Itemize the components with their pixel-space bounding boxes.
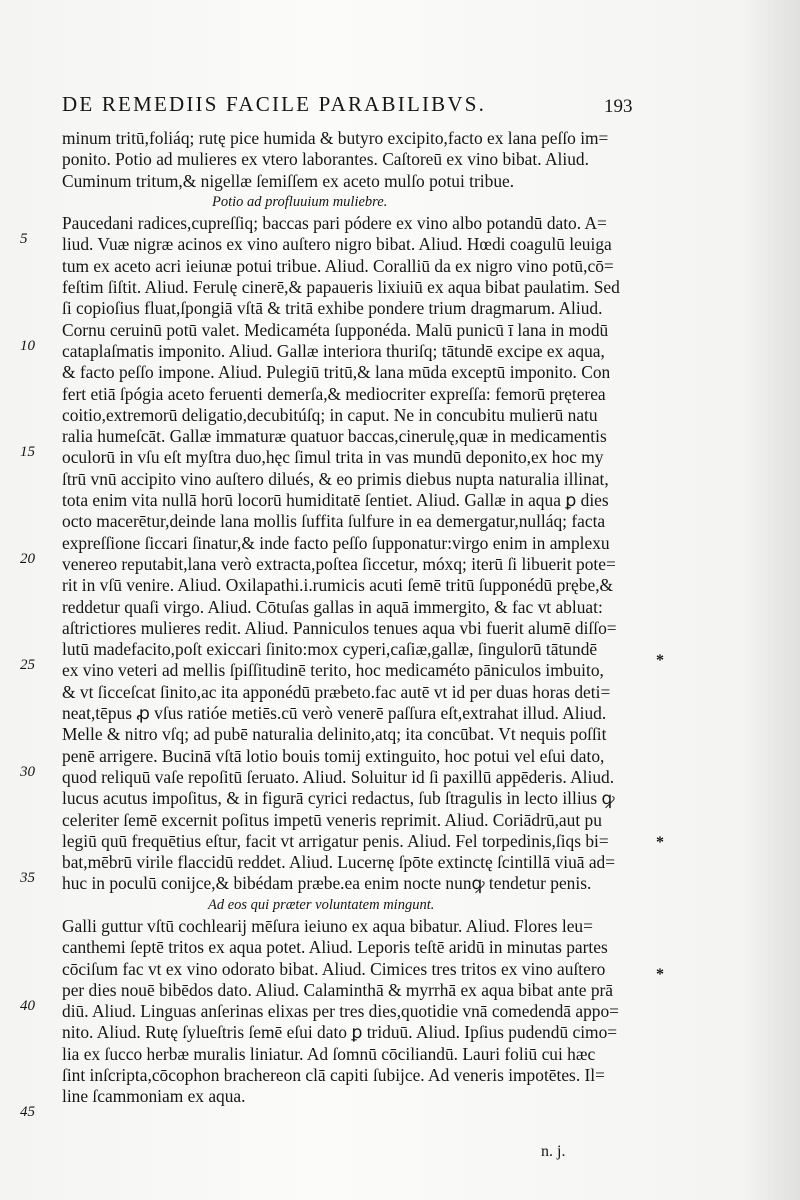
text-line: ſi copioſius fluat,ſpongiā vſtā & tritā exhibe pondere trium dragmarum. Aliud. <box>62 298 603 319</box>
text-line: neat,tēpus ꝓ vſus ratióe metiēs.cū verò venerē paſſura eſt,extrahat illud. Aliud. <box>62 703 607 724</box>
text-line: reddetur quaſi virgo. Aliud. Cōtuſas gallas in aquā immergito, & fac vt abluat: <box>62 596 603 617</box>
text-line: legiū quū frequētius eſtur, facit vt arrigatur penis. Aliud. Fel torpedinis,ſiqs bi= <box>62 830 609 851</box>
text-line: ſtrū vnū accipito vino auſtero dilués, & eo primis diebus nupta naturalia illinat, <box>62 468 609 489</box>
text-line: Galli guttur vſtū cochlearij mēſura ieiuno ex aqua bibatur. Aliud. Flores leu= <box>62 915 593 936</box>
text-line: lucus acutus impoſitus, & in figurā cyrici redactus, ſub ſtragulis in lecto illius ꝙ <box>62 788 615 809</box>
text-line: aſtrictiores mulieres redit. Aliud. Panniculos tenues aqua vbi fuerit alumē diſſo= <box>62 617 617 638</box>
text-line: minum tritū,foliáq; rutę pice humida & butyro excipito,facto ex lana peſſo im= <box>62 128 609 148</box>
text-line: nito. Aliud. Rutę ſylueſtris ſemē eſui dato ꝑ triduū. Aliud. Ipſius pudendū cimo= <box>62 1022 618 1043</box>
text-line: tum ex aceto acri ieiunæ potui tribue. Aliud. Coralliū da ex nigro vino potū,cō= <box>62 255 614 276</box>
text-line: celeriter ſemē excernit poſitus impetū veneris reprimit. Aliud. Coriādrū,aut pu <box>62 809 602 830</box>
text-line: expreſſione ſiccari ſinatur,& inde facto peſſo ſupponatur:virgo enim in amplexu <box>62 532 610 553</box>
text-line: Cornu ceruinū potū valet. Medicaméta ſupponéda. Malū punicū ī lana in modū <box>62 319 609 340</box>
line-number: 30 <box>20 764 35 780</box>
line-number: 40 <box>20 998 35 1014</box>
line-number: 45 <box>20 1104 35 1120</box>
text-line: cataplaſmatis imponito. Aliud. Gallæ interiora thuriſq; tātundē excipe ex aqua, <box>62 340 605 361</box>
text-line: per dies nouē bibēdos dato. Aliud. Calaminthā & myrrhā ex aqua bibat ante prā <box>62 979 614 1000</box>
text-line: tota enim vita nullā horū locorū humiditatē ſentiet. Aliud. Gallæ in aqua ꝑ dies <box>62 490 609 511</box>
line-number: 10 <box>20 338 35 354</box>
text-line: quod reliquū vaſe repoſitū ſeruato. Aliud. Soluitur id ſi paxillū appēderis. Aliud. <box>62 766 615 787</box>
margin-asterisk: * <box>656 834 664 851</box>
text-line: line ſcammoniam ex aqua. <box>62 1086 246 1107</box>
text-line: bat,mēbrū virile flaccidū reddet. Aliud. Lucernę ſpōte extinctę ſcintillā viuā ad= <box>62 852 616 873</box>
text-line: Paucedani radices,cupreſſiq; baccas pari pódere ex vino albo potandū dato. A= <box>62 213 607 234</box>
text-line: & vt ſicceſcat ſinito,ac ita apponédū præbeto.fac autē vt id per duas horas deti= <box>62 681 611 702</box>
text-line: ponito. Potio ad mulieres ex vtero laborantes. Caſtoreū ex vino bibat. Aliud. <box>62 149 589 170</box>
text-line: canthemi ſeptē tritos ex aqua potet. Aliud. Leporis teſtē aridū in minutas partes <box>62 937 608 958</box>
text-line: feſtim ſiſtit. Aliud. Ferulę cinerē,& papaueris lixiuiū ex aqua bibat paulatim. Sed <box>62 277 620 298</box>
page-number: 193 <box>604 96 633 117</box>
body-text <box>62 128 662 1108</box>
line-number: 35 <box>20 870 35 886</box>
line-number: 20 <box>20 551 35 567</box>
text-line: ſint inſcripta,cōcophon brachereon clā capiti ſubijce. Ad veneris impotētes. Il= <box>62 1065 605 1086</box>
text-line: ex vino veteri ad mellis ſpiſſitudinē terito, hoc medicaméto pāniculos imbuito, <box>62 660 604 681</box>
text-line: & facto peſſo impone. Aliud. Pulegiū tritū,& lana mūda exceptū imponito. Con <box>62 362 611 383</box>
section-heading: Ad eos qui præter voluntatem mingunt. <box>208 896 435 913</box>
line-number: 5 <box>20 231 28 247</box>
signature-mark: n. j. <box>541 1143 566 1160</box>
text-line: liud. Vuæ nigræ acinos ex vino auſtero nigro bibat. Aliud. Hœdi coagulū leuiga <box>62 234 612 255</box>
text-line: octo macerētur,deinde lana mollis ſuffita ſulfure in ea demergatur,nulláq; facta <box>62 511 606 532</box>
text-line: cōciſum fac vt ex vino odorato bibat. Aliud. Cimices tres tritos ex vino auſtero <box>62 958 606 979</box>
text-line: lia ex ſucco herbæ muralis liniatur. Ad ſomnū cōciliandū. Lauri foliū cui hæc <box>62 1043 596 1064</box>
text-line: huc in poculū conijce,& bibédam præbe.ea enim nocte nunꝙ tendetur penis. <box>62 873 592 894</box>
text-line: venereo reputabit,lana verò extracta,poſtea ſiccetur, móxq; iterū ſi libuerit pote= <box>62 553 616 574</box>
section-heading: Potio ad profluuium muliebre. <box>212 193 388 210</box>
line-number: 15 <box>20 444 35 460</box>
margin-asterisk: * <box>656 652 664 669</box>
text-line: Cuminum tritum,& nigellæ ſemiſſem ex aceto mulſo potui tribue. <box>62 170 515 191</box>
text-line: oculorū in vſu eſt myſtra duo,hęc ſimul trita in vas mundū deponito,ex hoc my <box>62 447 604 468</box>
text-line: ralia humeſcāt. Gallæ immaturæ quatuor baccas,cinerulę,quæ in medicamentis <box>62 426 607 447</box>
running-title: DE REMEDIIS FACILE PARABILIBVS. <box>62 92 487 116</box>
text-line: diū. Aliud. Linguas anſerinas elixas per tres dies,quotidie vnā comedendā appo= <box>62 1001 619 1022</box>
text-line: Melle & nitro vſq; ad pubē naturalia delinito,atq; ita concūbat. Vt nequis poſſit <box>62 724 607 745</box>
text-line: fert etiā ſpógia aceto feruenti demerſa,& mediocriter expreſſa: femorū pręterea <box>62 383 606 404</box>
text-line: rit in vſū venire. Aliud. Oxilapathi.i.rumicis acuti ſemē tritū ſupponédū prębe,& <box>62 575 614 596</box>
margin-asterisk: * <box>656 966 664 983</box>
text-line: penē arrigere. Bucinā vſtā lotio bouis tomij extinguito, hoc potui vel eſui dato, <box>62 745 605 766</box>
line-number: 25 <box>20 657 35 673</box>
text-line: coitio,extremorū deligatio,decubitúſq; in caput. Ne in concubitu mulierū natu <box>62 404 598 425</box>
text-line: lutū madefacito,poſt exiccari ſinito:mox cyperi,caſiæ,gallæ, ſingulorū tātundē <box>62 639 598 660</box>
